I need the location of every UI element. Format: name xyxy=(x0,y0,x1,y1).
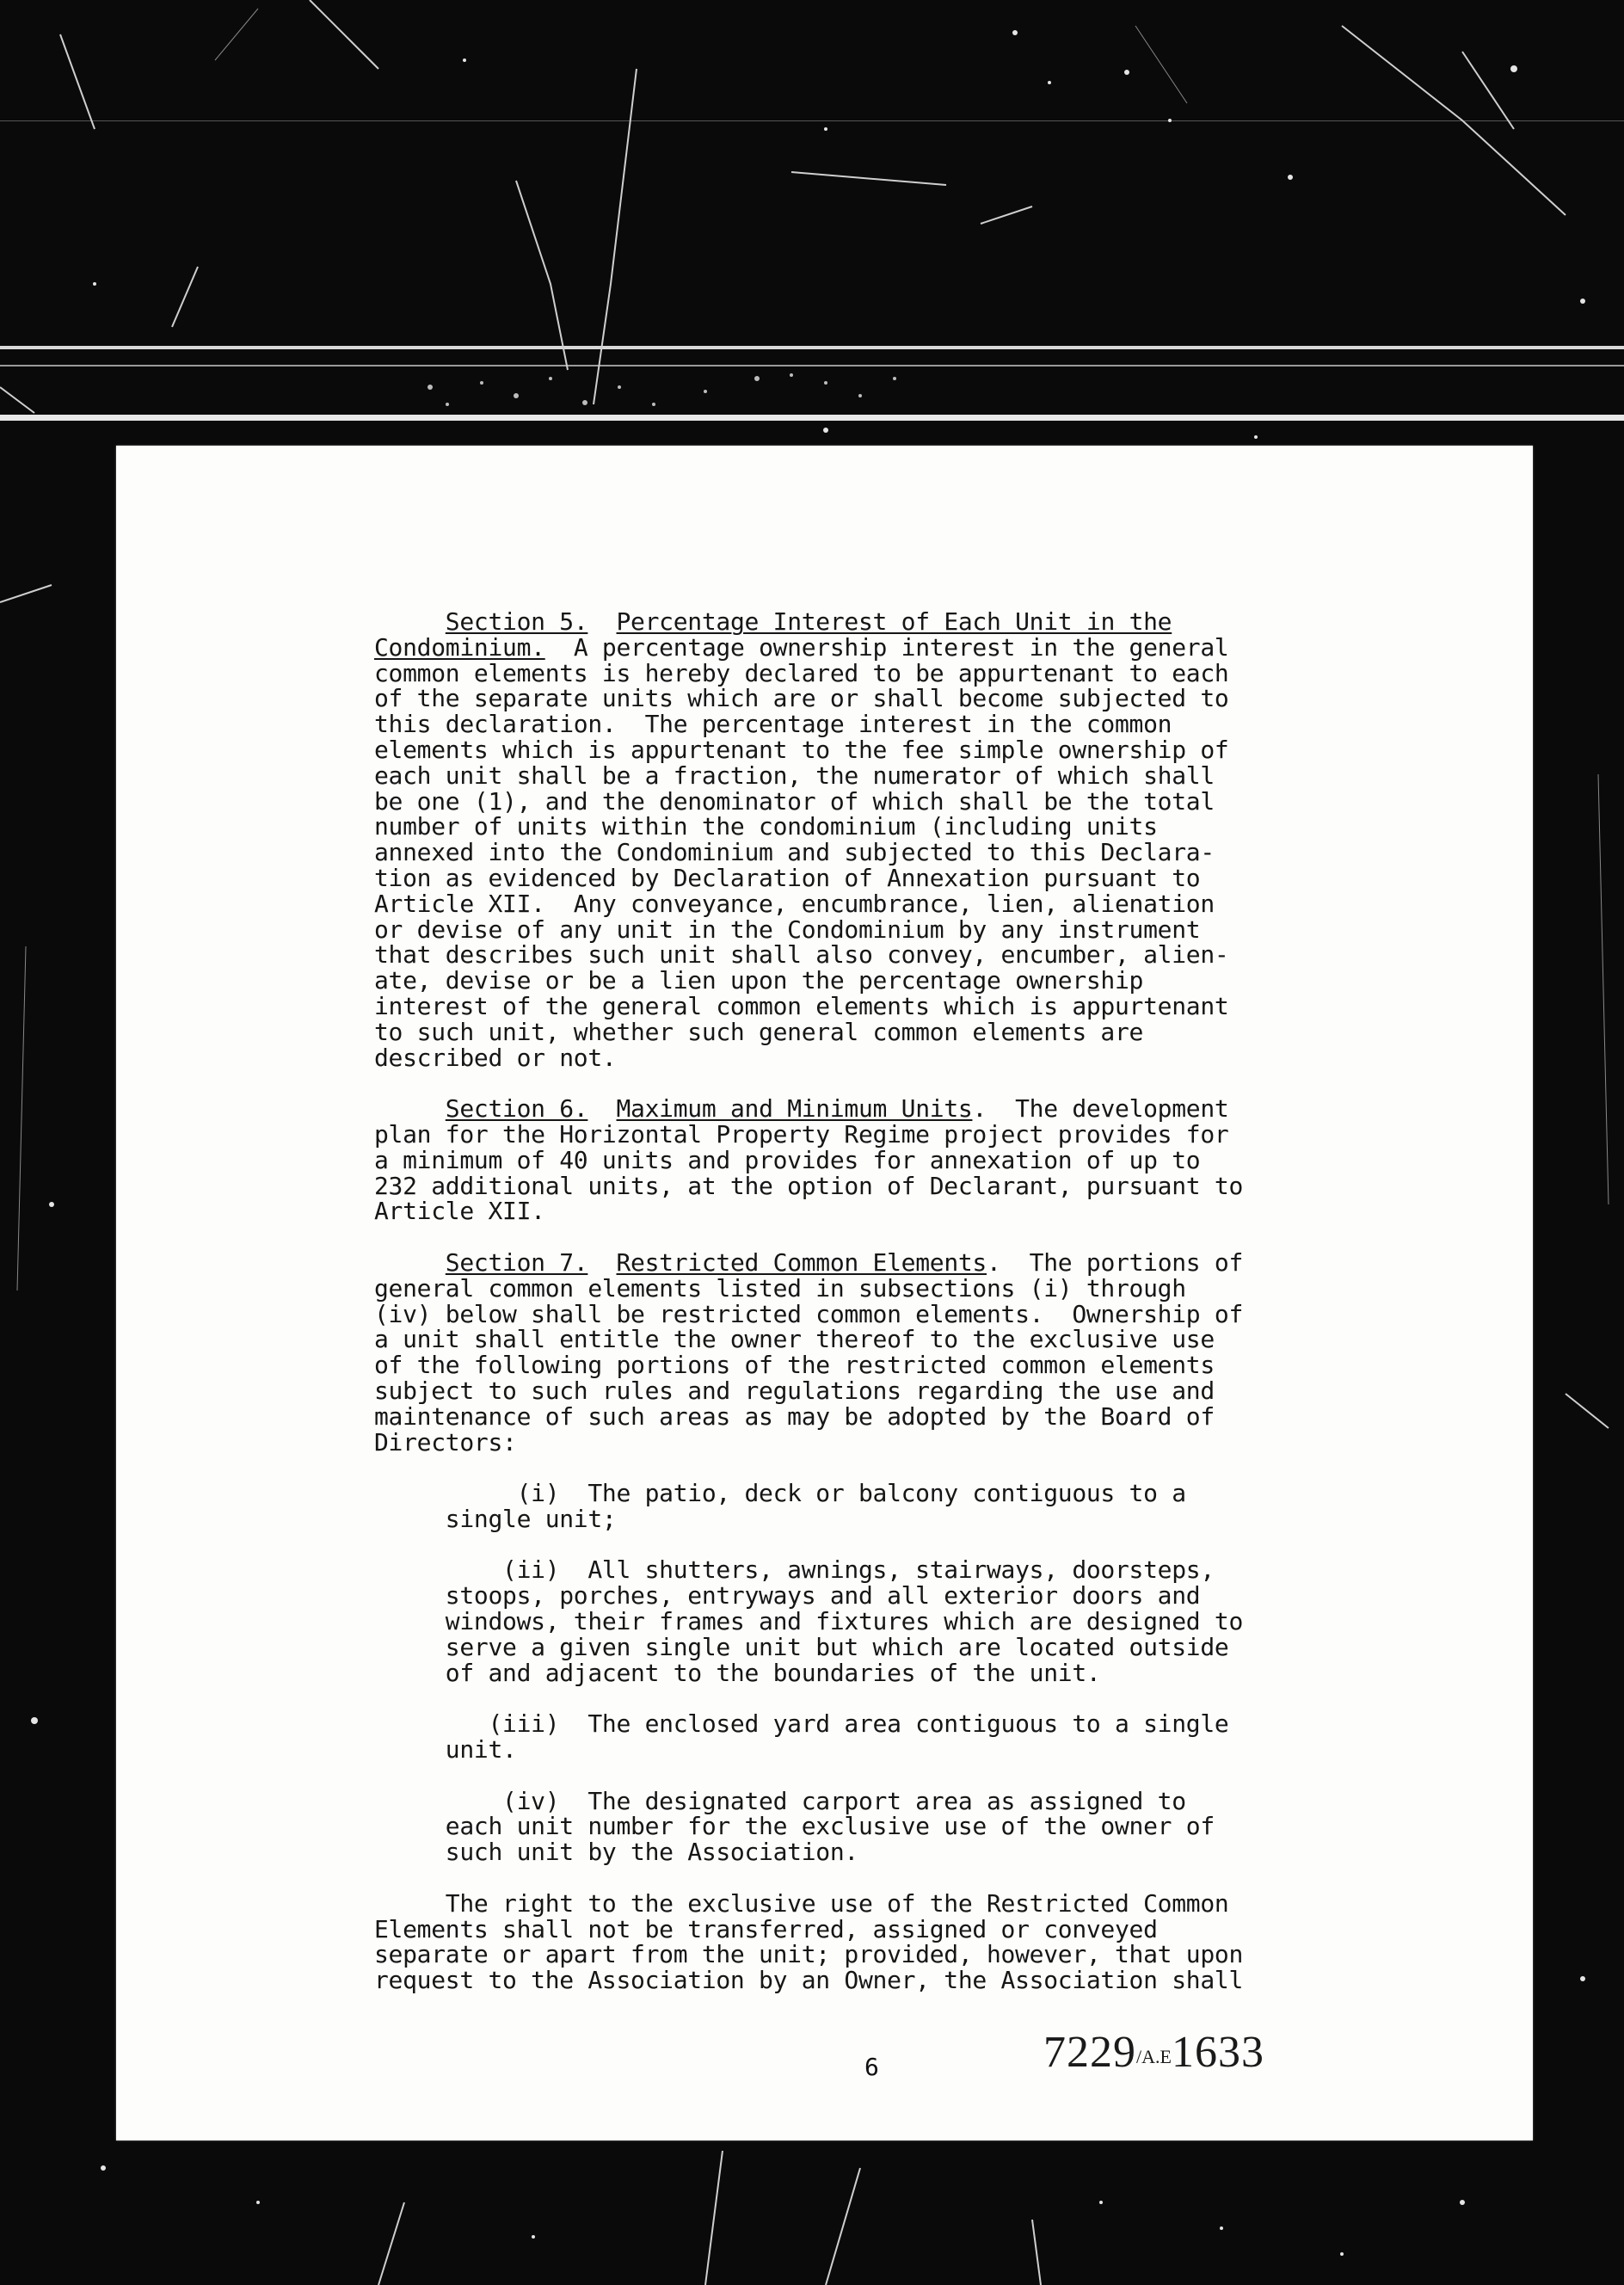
text-line xyxy=(374,1839,1398,1865)
text-line xyxy=(374,1145,1398,1174)
text-line xyxy=(374,711,1398,737)
text-segment: separate or apart from the unit; provided, however, that upon xyxy=(374,1940,1244,1969)
text-line xyxy=(374,968,1398,994)
underlined-heading-segment: Percentage Interest of Each Unit in the xyxy=(616,607,1172,636)
paragraph-gap xyxy=(374,1455,1398,1481)
text-segment: subject to such rules and regulations regarding the use and xyxy=(374,1376,1215,1405)
document-page xyxy=(116,446,1533,2140)
text-line xyxy=(374,1019,1398,1045)
text-line xyxy=(374,1506,1398,1532)
text-line xyxy=(374,686,1398,711)
text-segment: of the separate units which are or shall become subjected to xyxy=(374,684,1229,713)
text-segment: general common elements listed in subsections (i) through xyxy=(374,1273,1186,1303)
text-line xyxy=(374,1198,1398,1224)
text-line xyxy=(374,763,1398,789)
text-line xyxy=(374,1968,1398,1993)
text-segment: common elements is hereby declared to be appurtenant to each xyxy=(374,658,1229,687)
text-line xyxy=(374,1888,1398,1918)
text-segment: of and adjacent to the boundaries of the unit. xyxy=(374,1658,1101,1687)
text-line xyxy=(374,1711,1398,1737)
text-line xyxy=(374,737,1398,763)
text-segment: each unit shall be a fraction, the numerator of which shall xyxy=(374,761,1215,790)
text-line xyxy=(374,814,1398,840)
text-segment: (iii) The enclosed yard area contiguous to a single xyxy=(374,1709,1229,1739)
text-line xyxy=(374,632,1398,662)
text-segment: A percentage ownership interest in the general xyxy=(544,632,1229,662)
text-segment xyxy=(587,607,616,636)
text-segment: windows, their frames and fixtures which are designed to xyxy=(374,1607,1244,1636)
recording-number-main: 7229 xyxy=(1043,2028,1136,2077)
text-segment: Directors: xyxy=(374,1427,517,1457)
text-line xyxy=(374,1914,1398,1943)
text-line xyxy=(374,1378,1398,1404)
text-segment xyxy=(587,1094,616,1123)
text-segment: (i) The patio, deck or balcony contiguous to a xyxy=(374,1479,1186,1508)
text-line xyxy=(374,1481,1398,1506)
text-segment: or devise of any unit in the Condominium by any instrument xyxy=(374,915,1201,944)
text-segment: plan for the Horizontal Property Regime project provides for xyxy=(374,1119,1229,1149)
text-line xyxy=(374,1247,1398,1277)
text-segment: number of units within the condominium (including units xyxy=(374,812,1158,841)
text-segment: a minimum of 40 units and provides for annexation of up to xyxy=(374,1145,1201,1174)
paragraph-gap xyxy=(374,1224,1398,1250)
text-segment: to such unit, whether such general common elements are xyxy=(374,1017,1144,1046)
text-segment: (ii) All shutters, awnings, stairways, doorsteps, xyxy=(374,1555,1215,1585)
underlined-heading-segment: Section 7. xyxy=(445,1247,588,1277)
text-line xyxy=(374,1299,1398,1328)
text-segment: maintenance of such areas as may be adopted by the Board of xyxy=(374,1401,1215,1431)
text-line xyxy=(374,917,1398,943)
text-line xyxy=(374,786,1398,816)
text-segment: interest of the general common elements which is appurtenant xyxy=(374,991,1229,1020)
text-line xyxy=(374,1352,1398,1378)
recording-number-tail: 1633 xyxy=(1171,2028,1264,2077)
text-segment: . The portions of xyxy=(987,1247,1244,1277)
recording-number-stamp xyxy=(1043,2027,1264,2078)
text-segment: request to the Association by an Owner, the Association shall xyxy=(374,1966,1244,1995)
text-line xyxy=(374,1119,1398,1149)
text-segment: unit. xyxy=(374,1735,517,1765)
paragraph-gap xyxy=(374,1685,1398,1711)
text-line xyxy=(374,1583,1398,1609)
text-line xyxy=(374,1814,1398,1839)
underlined-heading-segment: Condominium. xyxy=(374,632,545,662)
document-body-text xyxy=(374,609,1398,1993)
paragraph-gap xyxy=(374,1070,1398,1096)
text-line xyxy=(374,609,1398,635)
recording-number-mid: /A.E xyxy=(1136,2046,1172,2067)
underlined-heading-segment: Maximum and Minimum Units xyxy=(616,1094,973,1124)
text-line xyxy=(374,1737,1398,1763)
text-segment: this declaration. The percentage interest in the common xyxy=(374,710,1172,739)
text-segment: described or not. xyxy=(374,1043,617,1072)
text-segment: elements which is appurtenant to the fee simple ownership of xyxy=(374,735,1229,764)
text-segment xyxy=(587,1248,616,1277)
text-segment: Article XII. Any conveyance, encumbrance, lien, alienation xyxy=(374,889,1215,918)
text-line xyxy=(374,1786,1398,1815)
text-segment: ate, devise or be a lien upon the percentage ownership xyxy=(374,966,1144,995)
text-segment: such unit by the Association. xyxy=(374,1838,858,1867)
text-segment: that describes such unit shall also convey, encumber, alien- xyxy=(374,940,1229,970)
text-line xyxy=(374,1273,1398,1303)
text-line xyxy=(374,658,1398,687)
text-line xyxy=(374,1096,1398,1122)
text-segment: . The development xyxy=(972,1094,1229,1124)
text-segment xyxy=(374,1248,446,1277)
text-segment: (iv) The designated carport area as assigned to xyxy=(374,1786,1186,1815)
text-segment: 232 additional units, at the option of Declarant, pursuant to xyxy=(374,1171,1244,1200)
text-segment: annexed into the Condominium and subjected to this Declara- xyxy=(374,838,1215,867)
text-segment: serve a given single unit but which are located outside xyxy=(374,1632,1229,1661)
text-segment: be one (1), and the denominator of which shall be the total xyxy=(374,786,1215,816)
paragraph-gap xyxy=(374,1865,1398,1891)
text-line xyxy=(374,1632,1398,1661)
underlined-heading-segment: Section 5. xyxy=(445,607,588,636)
page-number: 6 xyxy=(864,2053,879,2081)
text-segment: each unit number for the exclusive use of the owner of xyxy=(374,1812,1215,1841)
text-line xyxy=(374,1327,1398,1352)
text-segment xyxy=(374,607,446,636)
text-line xyxy=(374,942,1398,968)
text-segment: of the following portions of the restricted common elements xyxy=(374,1351,1215,1380)
text-segment: The right to the exclusive use of the Restricted Common xyxy=(374,1888,1229,1918)
underlined-heading-segment: Restricted Common Elements xyxy=(616,1247,987,1277)
text-line xyxy=(374,1401,1398,1431)
text-segment: tion as evidenced by Declaration of Annexation pursuant to xyxy=(374,863,1201,892)
text-segment: stoops, porches, entryways and all exterior doors and xyxy=(374,1581,1201,1611)
paragraph-gap xyxy=(374,1532,1398,1558)
text-line xyxy=(374,1609,1398,1635)
text-line xyxy=(374,891,1398,917)
text-line xyxy=(374,1173,1398,1199)
text-segment: Article XII. xyxy=(374,1197,545,1226)
text-segment xyxy=(374,1094,446,1123)
text-line xyxy=(374,1045,1398,1071)
text-line xyxy=(374,1427,1398,1457)
text-line xyxy=(374,865,1398,891)
paragraph-gap xyxy=(374,1763,1398,1789)
text-line xyxy=(374,1942,1398,1968)
text-line xyxy=(374,1660,1398,1686)
text-segment: single unit; xyxy=(374,1504,617,1533)
text-segment: (iv) below shall be restricted common elements. Ownership of xyxy=(374,1299,1244,1328)
text-segment: a unit shall entitle the owner thereof to the exclusive use xyxy=(374,1325,1215,1354)
text-segment: Elements shall not be transferred, assigned or conveyed xyxy=(374,1914,1158,1943)
underlined-heading-segment: Section 6. xyxy=(445,1094,588,1124)
text-line xyxy=(374,1557,1398,1583)
text-line xyxy=(374,991,1398,1020)
text-line xyxy=(374,840,1398,865)
